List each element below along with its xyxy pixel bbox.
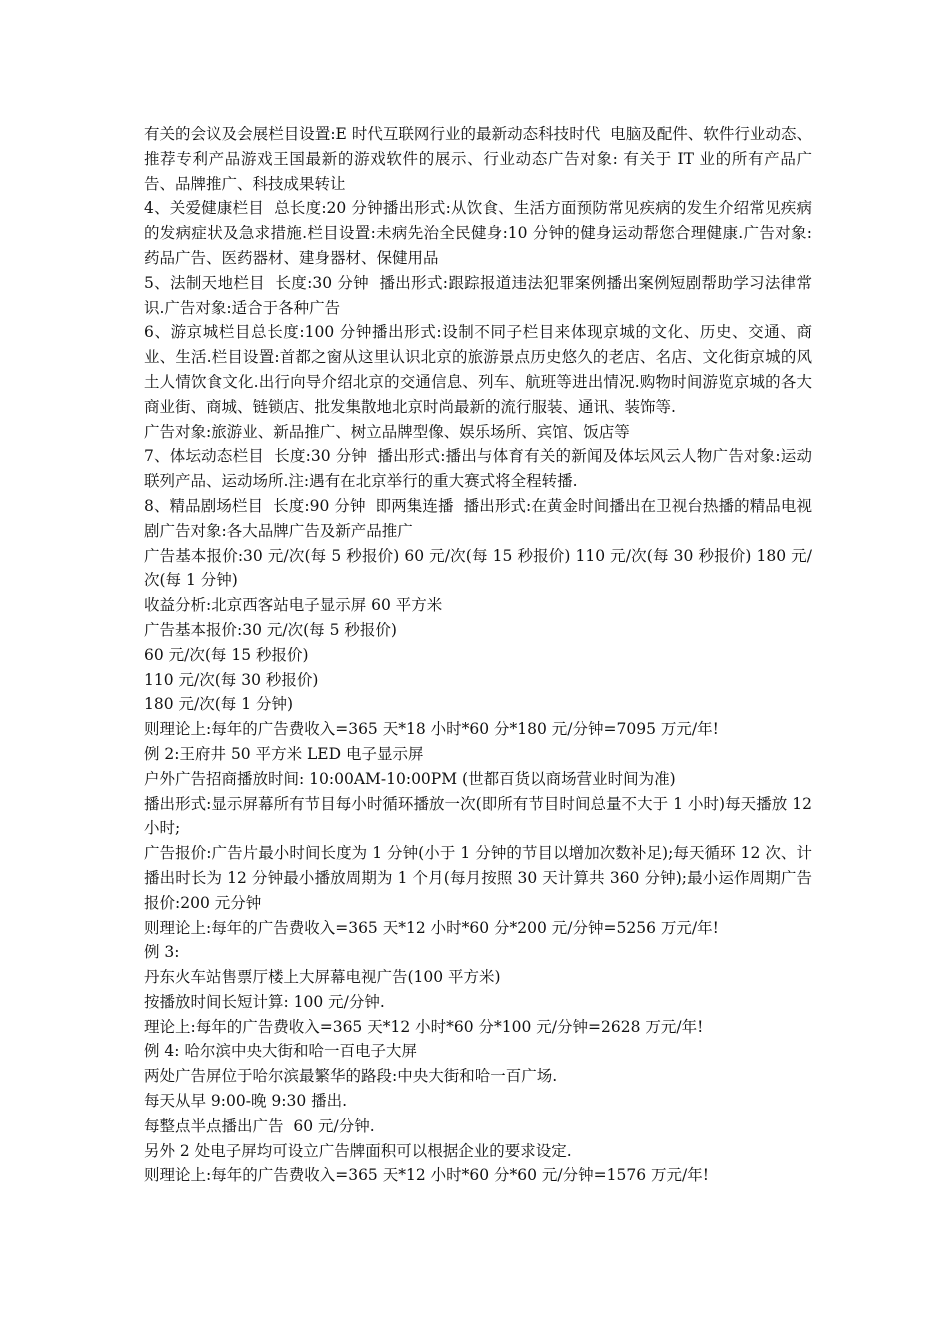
paragraph-revenue-analysis: 收益分析:北京西客站电子显示屏 60 平方米 (144, 596, 443, 615)
paragraph-example-3-title: 例 3: (144, 943, 180, 962)
paragraph-example-3-price: 按播放时间长短计算: 100 元/分钟. (144, 992, 385, 1011)
paragraph-theory-income-3: 理论上:每年的广告费收入=365 天*12 小时*60 分*100 元/分钟=2628 万元/年! (144, 1017, 704, 1036)
paragraph-example-4-price: 每整点半点播出广告 60 元/分钟. (144, 1116, 375, 1135)
document-body (144, 122, 817, 1188)
paragraph-example-4-extra: 另外 2 处电子屏均可设立广告牌面积可以根据企业的要求设定. (144, 1141, 572, 1160)
paragraph-drama-column: 8、精品剧场栏目 长度:90 分钟 即两集连播 播出形式:在黄金时间播出在卫视台热播的精品电视剧广告对象:各大品牌广告及新产品推广 (144, 496, 812, 540)
paragraph-example-2-format: 播出形式:显示屏幕所有节目每小时循环播放一次(即所有节目时间总量不大于 1 小时)每天播放 12 小时; (144, 794, 817, 838)
paragraph-price-5s: 广告基本报价:30 元/次(每 5 秒报价) (144, 620, 397, 639)
paragraph-city-tour-column: 6、游京城栏目总长度:100 分钟播出形式:设制不同子栏目来体现京城的文化、历史、交通、商业、生活.栏目设置:首都之窗从这里认识北京的旅游景点历史悠久的老店、名店、文化街京城的风土人情饮食文化.出行向导介绍北京的交通信息、列车、航班等进出情况.购物时间游览京城的各大商业街、商城、链锁店、批发集散地北京时尚最新的流行服装、通讯、装饰等. (144, 323, 812, 416)
paragraph-legal-column: 5、法制天地栏目 长度:30 分钟 播出形式:跟踪报道违法犯罪案例播出案例短剧帮助学习法律常识.广告对象:适合于各种广告 (144, 273, 812, 317)
paragraph-theory-income-4: 则理论上:每年的广告费收入=365 天*12 小时*60 分*60 元/分钟=1576 万元/年! (144, 1166, 709, 1185)
paragraph-example-4-title: 例 4: 哈尔滨中央大街和哈一百电子大屏 (144, 1042, 417, 1061)
paragraph-example-4-location: 两处广告屏位于哈尔滨最繁华的路段:中央大街和哈一百广场. (144, 1067, 558, 1086)
paragraph-price-1min: 180 元/次(每 1 分钟) (144, 695, 294, 714)
paragraph-it-ad-targets: 有关的会议及会展栏目设置:E 时代互联网行业的最新动态科技时代 电脑及配件、软件行业动态、推荐专利产品游戏王国最新的游戏软件的展示、行业动态广告对象: 有关于 IT 业的所有产品广告、品牌推广、科技成果转让 (144, 125, 812, 193)
paragraph-example-2-hours: 户外广告招商播放时间: 10:00AM-10:00PM (世都百货以商场营业时间为准) (144, 769, 676, 788)
paragraph-theory-income-1: 则理论上:每年的广告费收入=365 天*18 小时*60 分*180 元/分钟=7095 万元/年! (144, 720, 719, 739)
paragraph-example-4-hours: 每天从早 9:00-晚 9:30 播出. (144, 1092, 348, 1111)
paragraph-city-tour-ad-targets: 广告对象:旅游业、新品推广、树立品牌型像、娱乐场所、宾馆、饭店等 (144, 422, 630, 441)
paragraph-health-column: 4、关爱健康栏目 总长度:20 分钟播出形式:从饮食、生活方面预防常见疾病的发生介绍常见疾病的发病症状及急求措施.栏目设置:未病先治全民健身:10 分钟的健身运动帮您合理健康.广告对象:药品广告、医药器材、建身器材、保健用品 (144, 199, 812, 267)
paragraph-example-2-price: 广告报价:广告片最小时间长度为 1 分钟(小于 1 分钟的节目以增加次数补足);每天循环 12 次、计播出时长为 12 分钟最小播放周期为 1 个月(每月按照 30 天计算共 360 分钟);最小运作周期广告报价:200 元分钟 (144, 844, 812, 912)
paragraph-example-2-title: 例 2:王府井 50 平方米 LED 电子显示屏 (144, 744, 424, 763)
paragraph-base-price: 广告基本报价:30 元/次(每 5 秒报价) 60 元/次(每 15 秒报价) 110 元/次(每 30 秒报价) 180 元/次(每 1 分钟) (144, 546, 812, 590)
paragraph-sports-column: 7、体坛动态栏目 长度:30 分钟 播出形式:播出与体育有关的新闻及体坛风云人物广告对象:运动联列产品、运动场所.注:遇有在北京举行的重大赛式将全程转播. (144, 447, 812, 491)
paragraph-example-3-location: 丹东火车站售票厅楼上大屏幕电视广告(100 平方米) (144, 968, 501, 987)
paragraph-theory-income-2: 则理论上:每年的广告费收入=365 天*12 小时*60 分*200 元/分钟=5256 万元/年! (144, 918, 719, 937)
paragraph-price-15s: 60 元/次(每 15 秒报价) (144, 645, 309, 664)
paragraph-price-30s: 110 元/次(每 30 秒报价) (144, 670, 319, 689)
